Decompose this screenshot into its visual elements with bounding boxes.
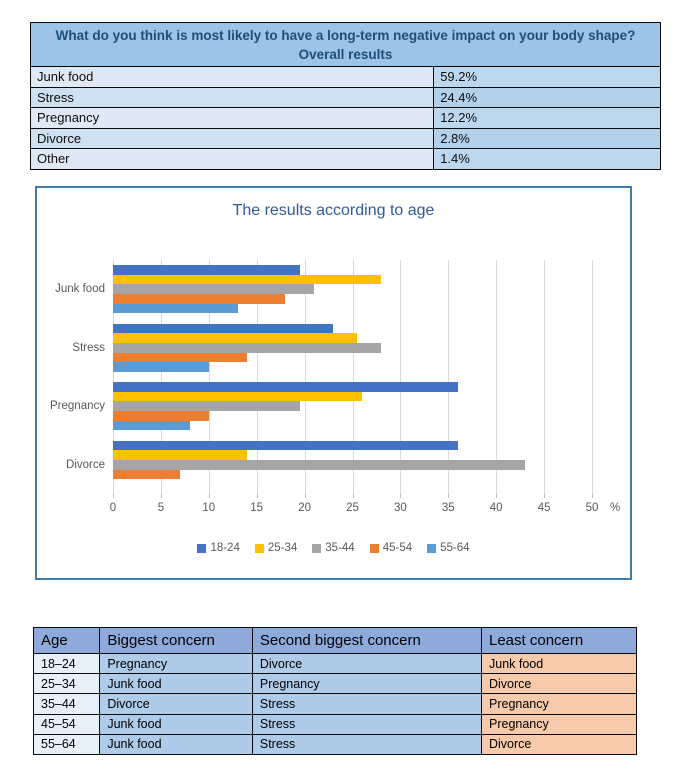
bar-18-24-divorce <box>113 441 458 451</box>
age-summary-row <box>34 714 637 734</box>
bar-35-44-pregnancy <box>113 401 300 411</box>
age-cell: 55–64 <box>34 734 100 754</box>
bar-55-64-stress <box>113 362 209 372</box>
percentage-cell: 12.2% <box>434 108 661 129</box>
category-label: Stress <box>72 341 105 354</box>
bar-55-64-junk-food <box>113 304 238 314</box>
bar-35-44-stress <box>113 343 381 353</box>
legend-label: 18-24 <box>210 542 240 554</box>
bar-35-44-divorce <box>113 460 525 470</box>
axis-tick-mark <box>400 494 401 498</box>
bar-group <box>113 436 592 495</box>
legend-swatch <box>255 544 264 553</box>
gridline <box>592 260 593 494</box>
biggest-concern-cell: Junk food <box>100 674 253 694</box>
overall-table-row <box>31 67 661 88</box>
second-biggest-concern-cell: Stress <box>252 694 481 714</box>
legend-item <box>370 542 412 554</box>
legend-label: 55-64 <box>440 542 470 554</box>
bar-25-34-divorce <box>113 450 247 460</box>
age-summary-header-row <box>34 628 637 654</box>
bar-45-54-pregnancy <box>113 411 209 421</box>
category-cell: Divorce <box>31 128 434 149</box>
age-summary-header-cell: Least concern <box>482 628 637 654</box>
legend-swatch <box>427 544 436 553</box>
axis-tick-mark <box>209 494 210 498</box>
least-concern-cell: Divorce <box>482 734 637 754</box>
bar-group <box>113 319 592 378</box>
biggest-concern-cell: Junk food <box>100 714 253 734</box>
x-tick-label: 30 <box>393 502 407 514</box>
least-concern-cell: Pregnancy <box>482 714 637 734</box>
axis-tick-mark <box>544 494 545 498</box>
x-tick-label: 50 <box>585 502 599 514</box>
bar-group <box>113 377 592 436</box>
biggest-concern-cell: Divorce <box>100 694 253 714</box>
age-summary-table <box>33 627 637 755</box>
legend-item <box>312 542 354 554</box>
axis-tick-mark <box>448 494 449 498</box>
overall-table-title <box>31 23 661 67</box>
x-tick-label: 5 <box>157 502 165 514</box>
second-biggest-concern-cell: Stress <box>252 714 481 734</box>
category-label: Pregnancy <box>50 400 105 413</box>
category-cell: Junk food <box>31 67 434 88</box>
bar-45-54-junk-food <box>113 294 285 304</box>
overall-table-question: What do you think is most likely to have a long-term negative impact on your body shape? <box>55 27 636 43</box>
x-tick-label: 15 <box>250 502 264 514</box>
least-concern-cell: Divorce <box>482 674 637 694</box>
axis-tick-mark <box>257 494 258 498</box>
bar-45-54-stress <box>113 353 247 363</box>
chart-legend <box>37 542 630 554</box>
x-tick-label: 20 <box>298 502 311 514</box>
chart-plot-area <box>113 260 592 494</box>
percentage-cell: 1.4% <box>434 149 661 170</box>
axis-tick-mark <box>592 494 593 498</box>
bar-18-24-stress <box>113 324 333 334</box>
least-concern-cell: Junk food <box>482 654 637 674</box>
biggest-concern-cell: Pregnancy <box>100 654 253 674</box>
age-summary-row <box>34 654 637 674</box>
age-cell: 35–44 <box>34 694 100 714</box>
second-biggest-concern-cell: Stress <box>252 734 481 754</box>
axis-tick-mark <box>305 494 306 498</box>
x-axis-unit-label: % <box>610 502 621 514</box>
legend-label: 45-54 <box>382 542 413 554</box>
overall-table-subtitle: Overall results <box>298 46 393 62</box>
x-tick-label: 45 <box>537 502 551 514</box>
bar-45-54-divorce <box>113 470 180 480</box>
category-label: Divorce <box>66 458 105 471</box>
age-summary-row <box>34 734 637 754</box>
percentage-cell: 24.4% <box>434 87 661 108</box>
chart-title: The results according to age <box>232 202 435 219</box>
overall-table-row <box>31 149 661 170</box>
age-cell: 25–34 <box>34 674 100 694</box>
bar-25-34-junk-food <box>113 275 381 285</box>
age-cell: 45–54 <box>34 714 100 734</box>
bar-18-24-junk-food <box>113 265 300 275</box>
category-cell: Stress <box>31 87 434 108</box>
legend-swatch <box>312 544 321 553</box>
age-summary-header-cell: Biggest concern <box>100 628 253 654</box>
age-summary-row <box>34 674 637 694</box>
category-cell: Other <box>31 149 434 170</box>
second-biggest-concern-cell: Pregnancy <box>252 674 481 694</box>
legend-swatch <box>370 544 379 553</box>
age-summary-header-cell: Second biggest concern <box>252 628 481 654</box>
legend-item <box>255 542 297 554</box>
overall-results-table <box>30 22 661 170</box>
x-tick-label: 40 <box>489 502 503 514</box>
legend-swatch <box>197 544 206 553</box>
least-concern-cell: Pregnancy <box>482 694 637 714</box>
overall-table-row <box>31 128 661 149</box>
bar-group <box>113 260 592 319</box>
axis-tick-mark <box>113 494 114 498</box>
legend-item <box>197 542 239 554</box>
second-biggest-concern-cell: Divorce <box>252 654 481 674</box>
legend-label: 35-44 <box>325 542 355 554</box>
overall-table-row <box>31 87 661 108</box>
axis-tick-mark <box>353 494 354 498</box>
category-label: Junk food <box>55 283 105 296</box>
age-cell: 18–24 <box>34 654 100 674</box>
legend-label: 25-34 <box>267 542 298 554</box>
overall-table-row <box>31 108 661 129</box>
x-tick-label: 0 <box>109 502 117 514</box>
category-cell: Pregnancy <box>31 108 434 129</box>
legend-item <box>427 542 469 554</box>
bar-25-34-pregnancy <box>113 392 362 402</box>
age-summary-row <box>34 694 637 714</box>
bar-55-64-pregnancy <box>113 421 190 431</box>
age-results-chart <box>35 186 632 580</box>
percentage-cell: 2.8% <box>434 128 661 149</box>
bar-35-44-junk-food <box>113 284 314 294</box>
axis-tick-mark <box>496 494 497 498</box>
axis-tick-mark <box>161 494 162 498</box>
bar-25-34-stress <box>113 333 357 343</box>
biggest-concern-cell: Junk food <box>100 734 253 754</box>
x-tick-label: 10 <box>202 502 216 514</box>
x-tick-label: 35 <box>441 502 455 514</box>
x-tick-label: 25 <box>346 502 359 514</box>
percentage-cell: 59.2% <box>434 67 661 88</box>
bar-18-24-pregnancy <box>113 382 458 392</box>
age-summary-header-cell: Age <box>34 628 100 654</box>
